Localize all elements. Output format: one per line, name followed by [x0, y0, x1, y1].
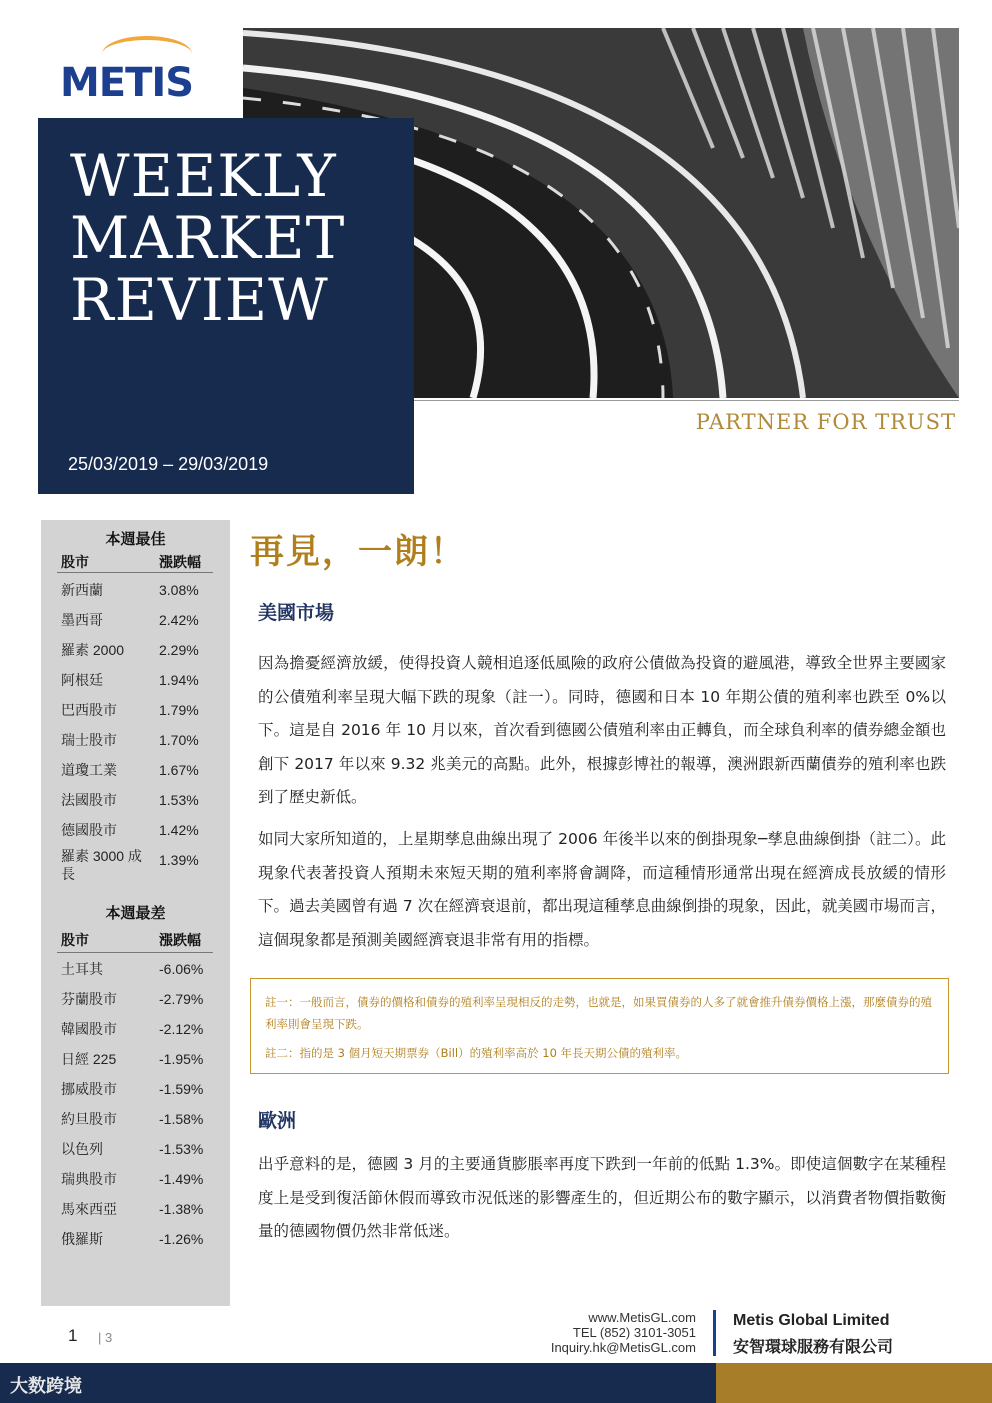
best-row: [41, 641, 230, 671]
worst-row-market: 土耳其: [61, 961, 103, 977]
best-col-change: 漲跌幅: [159, 555, 201, 571]
worst-heading: 本週最差: [105, 904, 166, 922]
europe-paragraph-1: 出乎意料的是，德國 3 月的主要通貨膨脹率再度下跌到一年前的低點 1.3%。即使這個數字在某種程度上是受到復活節休假而導致市況低迷的影響產生的，但近期公布的數字顯示，以消費者物價指數衡量的德國物價仍然非常低迷。: [258, 1155, 946, 1240]
us-paragraph-2: 如同大家所知道的，上星期孳息曲線出現了 2006 年後半以來的倒掛現象─孳息曲線倒掛（註二）。此現象代表著投資人預期未來短天期的殖利率將會調降，而這種情形通常出現在經濟成長放緩的情形下。過去美國曾有過 7 次在經濟衰退前，都出現這種孳息曲線倒掛的現象，因此，就美國市場而言，這個現象都是預測美國經濟衰退非常有用的指標。: [258, 830, 946, 949]
best-row-change: 1.70%: [159, 732, 199, 748]
company-name-zh: 安智環球服務有限公司: [733, 1337, 894, 1356]
page-number: 1: [68, 1326, 78, 1345]
title-line-weekly: WEEKLY: [70, 142, 337, 210]
best-row-market: 巴西股市: [61, 702, 117, 718]
footnote-box: [250, 978, 949, 1074]
best-row-market: 道瓊工業: [61, 762, 117, 778]
best-row-change: 2.42%: [159, 612, 199, 628]
hero-divider: [414, 400, 959, 401]
best-row: [41, 701, 230, 731]
best-row: [41, 791, 230, 821]
worst-row-change: -1.59%: [159, 1081, 204, 1097]
footnote-2: 註二：指的是 3 個月短天期票券（Bill）的殖利率高於 10 年長天期公債的殖利率。: [265, 1046, 688, 1060]
best-row: [41, 611, 230, 641]
footer-divider: [713, 1310, 716, 1356]
best-row: [41, 671, 230, 701]
worst-row-change: -1.49%: [159, 1171, 204, 1187]
best-row-market: 墨西哥: [61, 612, 103, 628]
cover-title-box: [38, 118, 414, 494]
best-row-change: 1.79%: [159, 702, 199, 718]
article-title: 再見，一朗！: [250, 532, 466, 572]
worst-row: [41, 1050, 230, 1080]
footer-bar-navy: [0, 1363, 716, 1403]
us-paragraph-1: 因為擔憂經濟放緩，使得投資人競相追逐低風險的政府公債做為投資的避風港，導致全世界主要國家的公債殖利率呈現大幅下跌的現象（註一）。同時，德國和日本 10 年期公債的殖利率也跌至 0%以下。這是自 2016 年 10 月以來，首次看到德國公債殖利率由正轉負，而全球負利率的債券總金額也創下 2017 年以來 9.32 兆美元的高點。此外，根據彭博社的報導，澳洲跟新西蘭債券的殖利率也跌到了歷史新低。: [258, 654, 946, 806]
worst-row: [41, 990, 230, 1020]
title-line-market: MARKET: [70, 204, 346, 272]
worst-row-market: 俄羅斯: [61, 1231, 103, 1247]
best-header-rule: [57, 572, 213, 573]
best-row: [41, 761, 230, 791]
worst-row: [41, 1080, 230, 1110]
worst-col-market: 股市: [61, 933, 89, 949]
worst-row: [41, 1020, 230, 1050]
best-row-change: 1.39%: [159, 852, 199, 868]
best-row-market: 新西蘭: [61, 582, 103, 598]
best-col-market: 股市: [61, 555, 89, 571]
best-row-change: 1.53%: [159, 792, 199, 808]
page-total: | 3: [98, 1330, 113, 1345]
best-row-market: 德國股市: [61, 822, 117, 838]
watermark-text: 大数跨境: [10, 1376, 82, 1397]
worst-row-market: 日經 225: [61, 1051, 117, 1067]
worst-row-change: -1.95%: [159, 1051, 204, 1067]
best-row-market: 羅素 3000 成長: [61, 848, 142, 882]
worst-row-change: -6.06%: [159, 961, 204, 977]
footnote-1: 註一：一般而言，債券的價格和債券的殖利率呈現相反的走勢，也就是，如果買債券的人多了就會推升債券價格上漲，那麼債券的殖利率則會呈現下跌。: [265, 995, 932, 1031]
best-row-change: 1.94%: [159, 672, 199, 688]
logo-text: METIS: [60, 60, 194, 106]
website-link[interactable]: www.MetisGL.com: [588, 1310, 696, 1325]
worst-row: [41, 1170, 230, 1200]
worst-row: [41, 960, 230, 990]
section-heading-us: 美國市場: [258, 602, 335, 624]
title-line-review: REVIEW: [70, 266, 329, 334]
worst-row-change: -1.26%: [159, 1231, 204, 1247]
tagline: PARTNER FOR TRUST: [695, 410, 956, 434]
best-row-market: 羅素 2000: [61, 642, 125, 658]
worst-row-change: -2.12%: [159, 1021, 204, 1037]
worst-row: [41, 1140, 230, 1170]
worst-row-market: 芬蘭股市: [61, 991, 117, 1007]
metis-logo: [58, 36, 208, 106]
best-row: [41, 731, 230, 761]
worst-row-market: 韓國股市: [61, 1021, 117, 1037]
email-link[interactable]: Inquiry.hk@MetisGL.com: [550, 1340, 696, 1355]
best-row-change: 1.42%: [159, 822, 199, 838]
best-row-change: 1.67%: [159, 762, 199, 778]
worst-row: [41, 1110, 230, 1140]
worst-row-market: 挪威股市: [61, 1081, 117, 1097]
company-name-en: Metis Global Limited: [733, 1312, 890, 1329]
worst-row-change: -1.53%: [159, 1141, 204, 1157]
best-row-change: 2.29%: [159, 642, 199, 658]
best-heading: 本週最佳: [105, 530, 166, 548]
best-row-market: 瑞士股市: [61, 732, 117, 748]
worst-row-market: 以色列: [61, 1141, 103, 1157]
worst-row-change: -2.79%: [159, 991, 204, 1007]
worst-row: [41, 1200, 230, 1230]
best-row-change: 3.08%: [159, 582, 199, 598]
market-sidebar: [41, 520, 230, 1306]
best-row: [41, 847, 230, 883]
best-row-market: 阿根廷: [61, 672, 103, 688]
worst-row-market: 約旦股市: [61, 1111, 117, 1127]
worst-row: [41, 1230, 230, 1260]
date-range: 25/03/2019 – 29/03/2019: [68, 454, 269, 474]
contact-block: [551, 1310, 696, 1355]
phone-number: TEL (852) 3101-3051: [572, 1325, 696, 1340]
worst-row-market: 馬來西亞: [61, 1201, 117, 1217]
footer-bar-gold: [716, 1363, 992, 1403]
best-row-market: 法國股市: [61, 792, 117, 808]
worst-row-market: 瑞典股市: [61, 1171, 117, 1187]
worst-row-change: -1.58%: [159, 1111, 204, 1127]
best-row: [41, 581, 230, 611]
worst-col-change: 漲跌幅: [159, 933, 201, 949]
worst-header-rule: [57, 952, 213, 953]
section-heading-europe: 歐洲: [258, 1110, 297, 1132]
worst-row-change: -1.38%: [159, 1201, 204, 1217]
